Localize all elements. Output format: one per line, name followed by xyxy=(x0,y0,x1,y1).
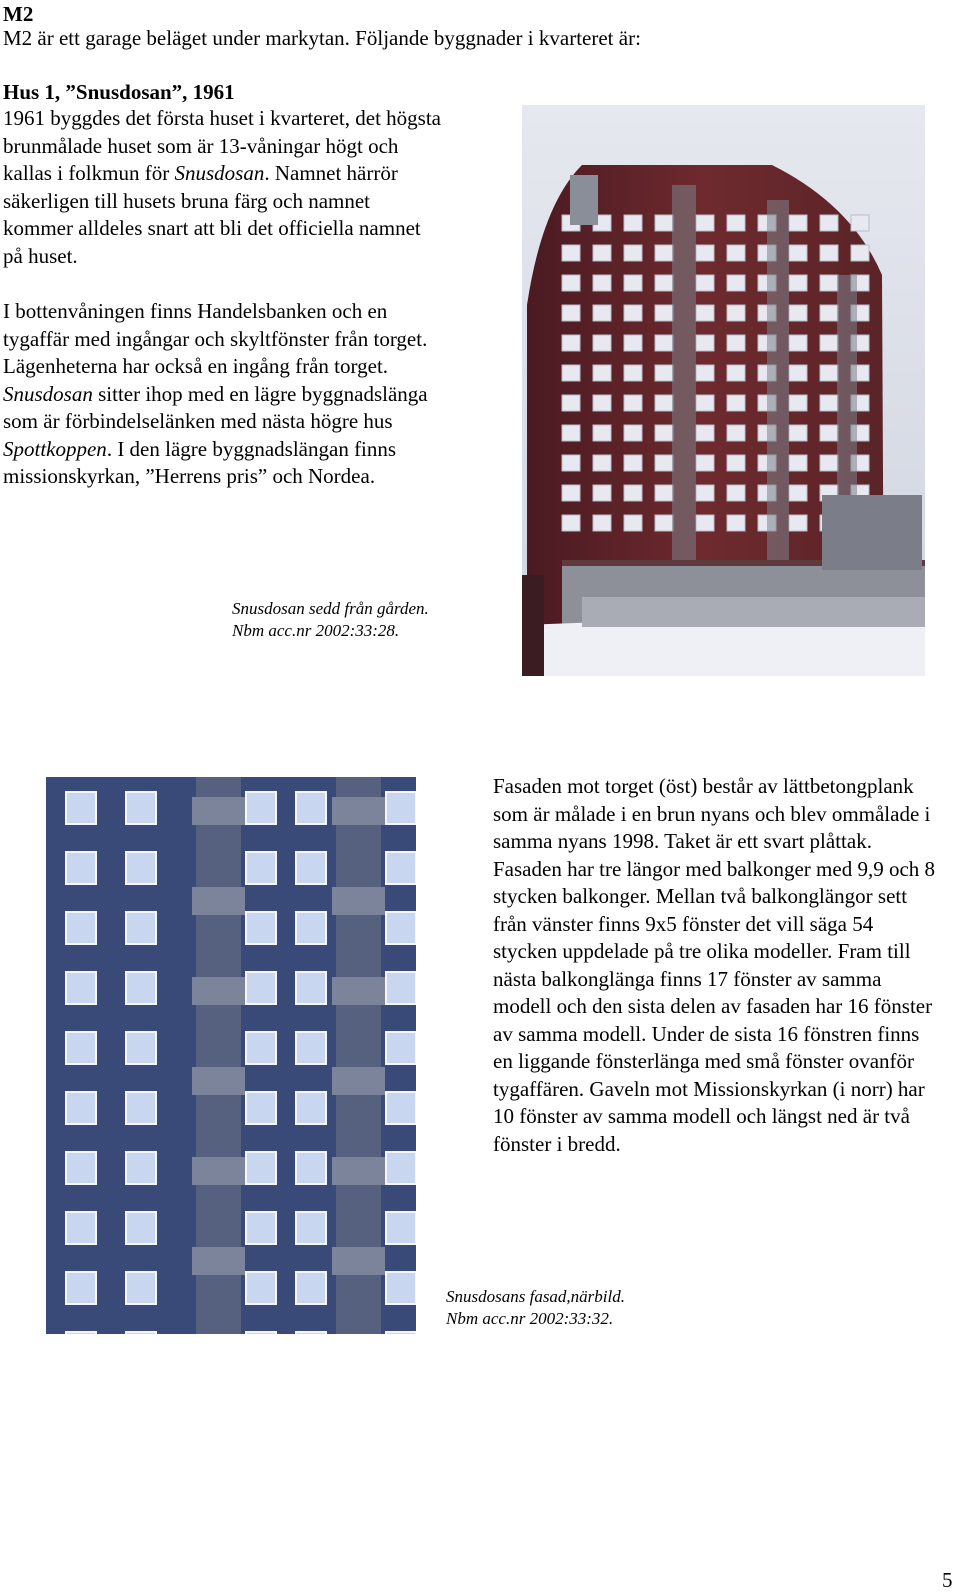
facade-description: Fasaden mot torget (öst) består av lättbetongplank som är målade i en brun nyans och blev ommålade i samma nyans 1998. Taket är ett svart plåttak. Fasaden har tre längor med balkonger med 9,9 och 8 stycken balkonger. Mellan två balkonglängor sett från vänster finns 9x5 fönster det vill säga 54 stycken uppdelade på tre olika modeller. Fram till nästa balkonglänga finns 17 fönster av samma modell och den sista delen av fasaden har 16 fönster av samma modell. Under de sista 16 fönstren finns en liggande fönsterlänga med små fönster ovanför tygaffären. Gaveln mot Missionskyrkan (i norr) har 10 fönster av samma modell och längst ned är två fönster i bredd. xyxy=(493,774,936,1156)
p1-run: 1961 byggdes det första huset i kvarteret, det högsta brunmålade huset som är 13-våningar högt och kallas i folkmun för xyxy=(3,106,441,185)
page-number: 5 xyxy=(942,1568,953,1592)
section-code: M2 xyxy=(3,2,34,26)
photo2-caption-title: Snusdosans fasad,närbild. xyxy=(446,1287,625,1306)
p1-run: Snusdosan xyxy=(174,161,265,185)
building-paragraph-1 xyxy=(3,105,441,270)
p1-run: . Namnet härrör säkerligen till husets bruna färg och namnet kommer alldeles snart att bli det officiella namnet på huset. xyxy=(3,161,421,268)
photo1-caption xyxy=(232,598,429,642)
photo1-caption-accession: Nbm acc.nr 2002:33:28. xyxy=(232,621,400,640)
p2-run: sitter ihop med en lägre byggnadslänga som är förbindelselänken med nästa högre hus xyxy=(3,381,428,433)
photo1-caption-title: Snusdosan sedd från gården. xyxy=(232,599,429,618)
photo2-caption-accession: Nbm acc.nr 2002:33:32. xyxy=(446,1309,614,1328)
photo2-caption xyxy=(446,1286,625,1330)
photo-facade-closeup xyxy=(46,777,416,1334)
p2-run: . I den lägre byggnadslängan finns missionskyrkan, ”Herrens pris” och Nordea. xyxy=(3,436,397,488)
section-intro: M2 är ett garage beläget under markytan. Följande byggnader i kvarteret är: xyxy=(3,26,641,50)
building-title: Hus 1, ”Snusdosan”, 1961 xyxy=(3,80,235,104)
p2-run: Snusdosan xyxy=(3,381,93,406)
building-paragraph-2 xyxy=(3,298,453,491)
p2-run: I bottenvåningen finns Handelsbanken och en tygaffär med ingångar och skyltfönster från torget. Lägenheterna har också en ingång från torget. xyxy=(3,299,428,378)
p2-run: Spottkoppen xyxy=(3,436,107,461)
photo-snusdosan-courtyard xyxy=(522,105,925,676)
